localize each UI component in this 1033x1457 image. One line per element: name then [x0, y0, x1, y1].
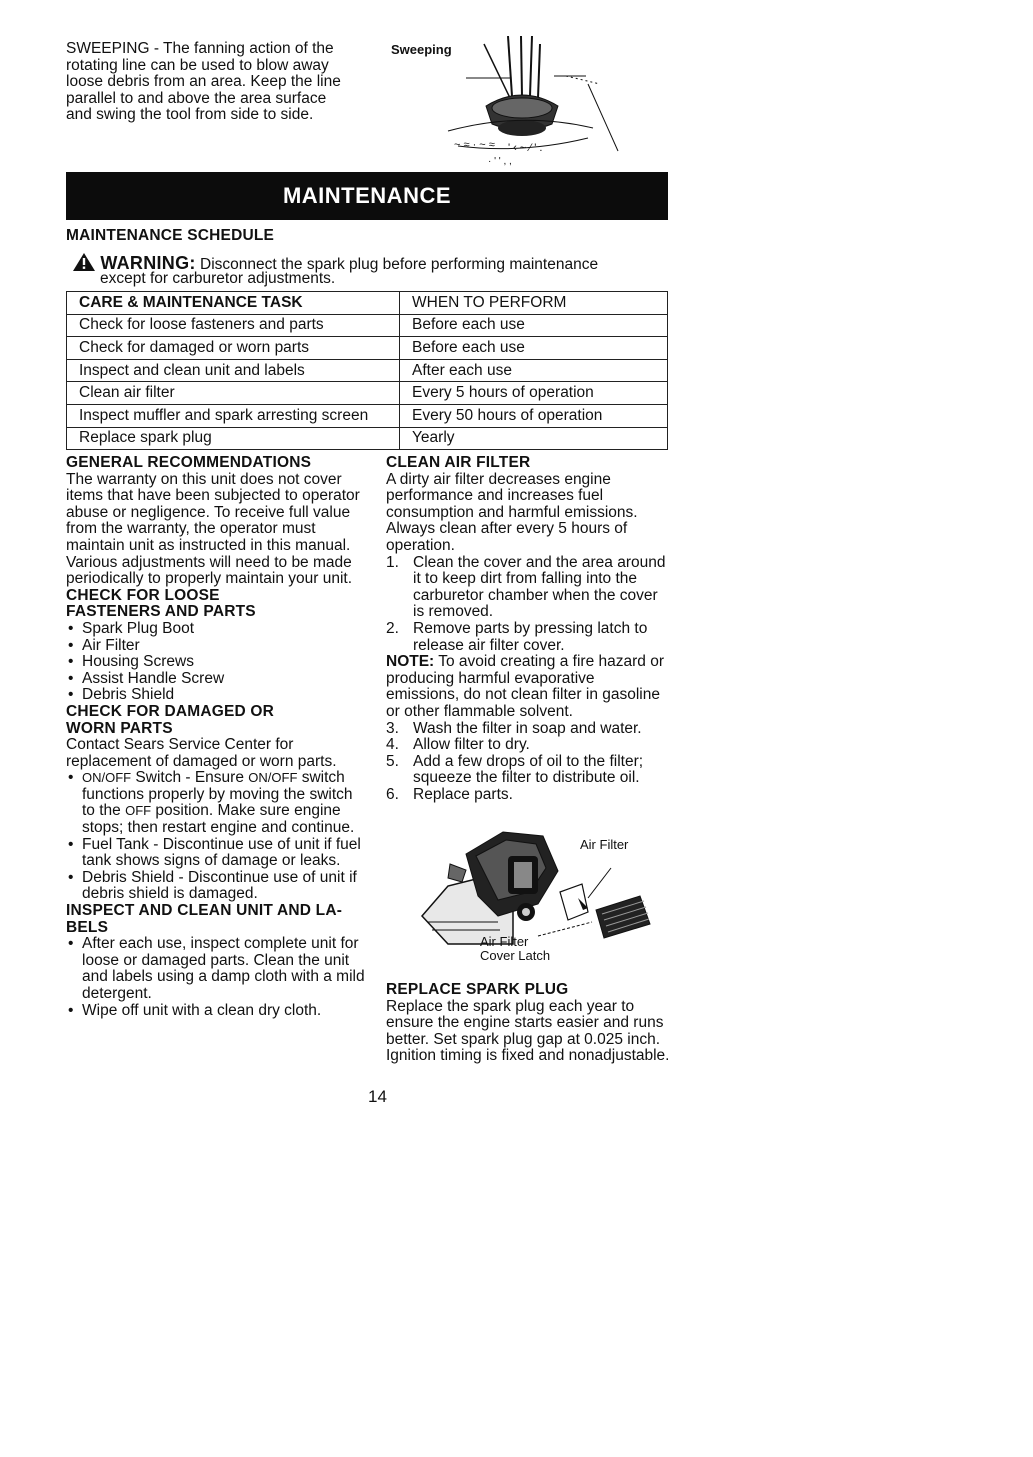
air-filter-cover-label-line-2: Cover Latch [480, 948, 551, 963]
right-column [386, 455, 671, 803]
sweeping-figure-label: Sweeping [391, 42, 452, 57]
when-cell: Before each use [400, 337, 668, 360]
left-column [66, 455, 366, 1019]
header-when: WHEN TO PERFORM [400, 292, 668, 315]
list-item: • Assist Handle Screw [66, 671, 366, 688]
general-recommendations-text: The warranty on this unit does not cover items that have been subjected to operator abuse or negligence. To receive full value from the warranty, the operator must maintain unit as instructed in this manual. Various adjustments will need to be made periodically to properly maintain your unit. [66, 470, 360, 588]
list-item: 5. Add a few drops of oil to the filter; squeeze the filter to distribute oil. [386, 752, 644, 787]
inspect-clean-heading-line-1: INSPECT AND CLEAN UNIT AND LA- [66, 902, 343, 920]
warning-text: Disconnect the spark plug before performing maintenance [200, 256, 599, 273]
list-item-onoff-switch: • ON/OFF Switch - Ensure ON/OFF switch functions properly by moving the switch to the OFF position. Make sure engine stops; then restart engine and continue. [66, 770, 366, 836]
replace-spark-plug-text: Replace the spark plug each year to ensure the engine starts easier and runs better. Set spark plug gap at 0.025 inch. Ignition timing is fixed and nonadjustable. [386, 997, 670, 1065]
clean-air-filter-text: A dirty air filter decreases engine performance and increases fuel consumption and harmful emissions. Always clean after every 5 hours of operation. [386, 470, 638, 554]
task-cell: Check for loose fasteners and parts [67, 314, 400, 337]
engine-air-filter-illustration [418, 826, 668, 966]
when-cell: Every 50 hours of operation [400, 404, 668, 427]
damaged-parts-list [66, 770, 366, 903]
table-row [67, 359, 668, 382]
list-item: 6. Replace parts. [386, 785, 513, 803]
maintenance-schedule-table [66, 291, 668, 450]
check-loose-heading-line-2: FASTENERS AND PARTS [66, 603, 256, 621]
when-cell: Every 5 hours of operation [400, 382, 668, 405]
inspect-clean-heading-line-2: BELS [66, 918, 109, 936]
list-item: • Wipe off unit with a clean dry cloth. [66, 1003, 366, 1020]
table-row [67, 427, 668, 450]
loose-parts-list [66, 621, 366, 704]
clean-air-filter-heading: CLEAN AIR FILTER [386, 454, 531, 471]
page-number: 14 [368, 1087, 387, 1106]
maintenance-banner: MAINTENANCE [66, 172, 668, 220]
check-damaged-heading-line-2: WORN PARTS [66, 719, 173, 737]
warning-text-continued: except for carburetor adjustments. [100, 270, 336, 287]
svg-text:~ ≈ · ~ ≈: ~ ≈ · ~ ≈ [454, 139, 495, 151]
list-item: 1. Clean the cover and the area around it to keep dirt from falling into the carburetor chamber when the cover is removed. [386, 553, 666, 621]
air-filter-steps-first [386, 555, 671, 655]
table-header-row [67, 292, 668, 315]
list-item: 3. Wash the filter in soap and water. [386, 719, 642, 737]
replace-spark-plug-heading: REPLACE SPARK PLUG [386, 981, 569, 998]
list-item-debris-shield: • Debris Shield - Discontinue use of unit if debris shield is damaged. [66, 870, 366, 903]
air-filter-figure [418, 826, 668, 966]
check-damaged-text: Contact Sears Service Center for replacement of damaged or worn parts. [66, 736, 337, 770]
warning-triangle-icon [72, 252, 96, 272]
air-filter-note: NOTE: To avoid creating a fire hazard or producing harmful evaporative emissions, do not clean filter in gasoline or other flammable solvent. [386, 653, 664, 720]
task-cell: Check for damaged or worn parts [67, 337, 400, 360]
task-cell: Replace spark plug [67, 427, 400, 450]
task-cell: Inspect and clean unit and labels [67, 359, 400, 382]
list-item: • Spark Plug Boot [66, 621, 366, 638]
table-row [67, 314, 668, 337]
check-damaged-heading-line-1: CHECK FOR DAMAGED OR [66, 702, 275, 720]
list-item: • Debris Shield [66, 687, 366, 704]
table-row [67, 337, 668, 360]
table-row [67, 382, 668, 405]
task-cell: Inspect muffler and spark arresting screen [67, 404, 400, 427]
check-loose-heading-line-1: CHECK FOR LOOSE [66, 586, 220, 604]
replace-spark-plug-section [386, 982, 671, 1065]
when-cell: After each use [400, 359, 668, 382]
when-cell: Before each use [400, 314, 668, 337]
list-item: • Air Filter [66, 638, 366, 655]
table-row [67, 404, 668, 427]
task-cell: Clean air filter [67, 382, 400, 405]
air-filter-steps-second [386, 721, 671, 804]
list-item-fuel-tank: • Fuel Tank - Discontinue use of unit if fuel tank shows signs of damage or leaks. [66, 837, 366, 870]
inspect-clean-list [66, 936, 366, 1019]
air-filter-label: Air Filter [580, 837, 629, 852]
general-recommendations-heading: GENERAL RECOMMENDATIONS [66, 454, 312, 471]
list-item: • After each use, inspect complete unit for loose or damaged parts. Clean the unit and labels using a damp cloth with a mild detergent. [66, 936, 366, 1002]
warning-label: WARNING: [100, 253, 196, 273]
air-filter-cover-label-line-1: Air Filter [480, 934, 529, 949]
svg-text:· ' ' , ,: · ' ' , , [488, 156, 512, 166]
when-cell: Yearly [400, 427, 668, 450]
list-item: 2. Remove parts by pressing latch to release air filter cover. [386, 619, 648, 654]
header-task: CARE & MAINTENANCE TASK [67, 292, 400, 315]
sweeping-paragraph: SWEEPING - The fanning action of the rotating line can be used to blow away loose debris from an area. Keep the line parallel to and above the area surface and swing the tool from side to side. [66, 40, 341, 124]
maintenance-schedule-heading: MAINTENANCE SCHEDULE [66, 227, 275, 244]
sweeping-figure [388, 36, 678, 166]
list-item: 4. Allow filter to dry. [386, 736, 530, 754]
svg-text:' ‹ ~ ⁄ ' .: ' ‹ ~ ⁄ ' . [508, 142, 543, 154]
list-item: • Housing Screws [66, 654, 366, 671]
